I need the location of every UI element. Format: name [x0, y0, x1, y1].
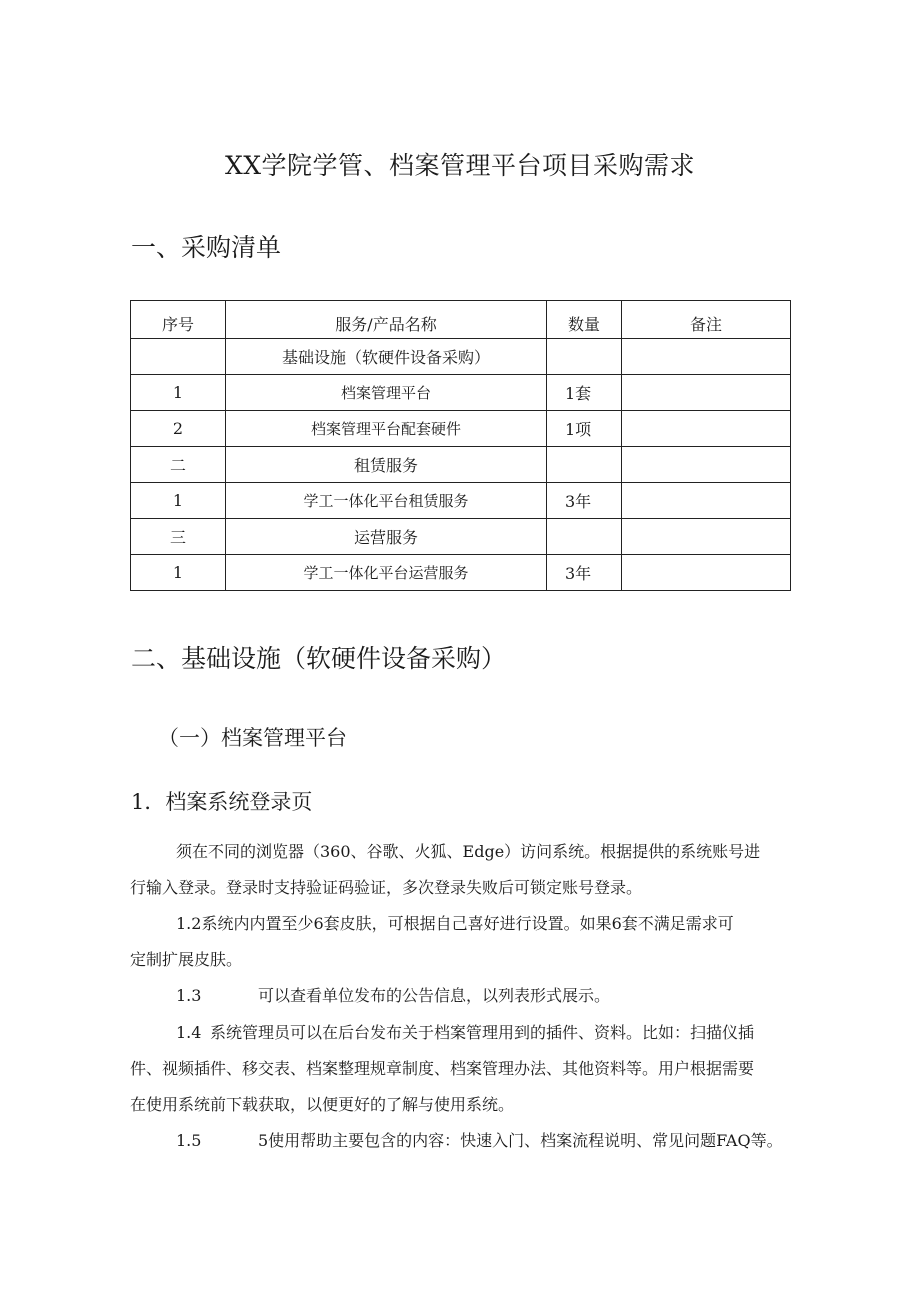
cell-quantity: 3年 [547, 555, 622, 591]
table-row [131, 483, 791, 519]
cell-product-name: 档案管理平台配套硬件 [226, 411, 547, 447]
header-product-name: 服务/产品名称 [226, 301, 547, 339]
cell-quantity [547, 339, 622, 375]
header-quantity: 数量 [547, 301, 622, 339]
subsection-heading-archive-platform: （一）档案管理平台 [158, 726, 347, 750]
cell-serial-no: 2 [131, 411, 226, 447]
cell-remarks [622, 447, 791, 483]
paragraph-line: 1.2系统内内置至少6套皮肤，可根据自己喜好进行设置。如果6套不满足需求可 [176, 914, 734, 933]
cell-remarks [622, 555, 791, 591]
cell-remarks [622, 375, 791, 411]
document-title: XX学院学管、档案管理平台项目采购需求 [224, 151, 696, 180]
paragraph-line [130, 1123, 792, 1159]
header-serial-no: 序号 [131, 301, 226, 339]
cell-quantity [547, 447, 622, 483]
table-row [131, 447, 791, 483]
paragraph-line [130, 978, 792, 1014]
item-heading-login-page: 1．档案系统登录页 [131, 790, 313, 814]
cell-quantity: 3年 [547, 483, 622, 519]
table-row [131, 375, 791, 411]
cell-quantity: 1套 [547, 375, 622, 411]
cell-product-name: 学工一体化平台租赁服务 [226, 483, 547, 519]
paragraph-skins [130, 906, 792, 978]
paragraph-text: 5使用帮助主要包含的内容：快速入门、档案流程说明、常见问题FAQ等。 [258, 1131, 783, 1150]
table-row [131, 519, 791, 555]
cell-remarks [622, 519, 791, 555]
paragraph-announcements [130, 978, 792, 1014]
cell-serial-no [131, 339, 226, 375]
cell-remarks [622, 339, 791, 375]
cell-serial-no: 1 [131, 375, 226, 411]
paragraph-text: 可以查看单位发布的公告信息，以列表形式展示。 [258, 986, 611, 1005]
paragraph-line: 行输入登录。登录时支持验证码验证，多次登录失败后可锁定账号登录。 [130, 878, 643, 897]
procurement-table [130, 300, 791, 591]
cell-remarks [622, 483, 791, 519]
cell-remarks [622, 411, 791, 447]
paragraph-line: 在使用系统前下载获取，以便更好的了解与使用系统。 [130, 1095, 515, 1114]
paragraph-browser-login [130, 834, 792, 906]
cell-quantity: 1项 [547, 411, 622, 447]
table-header-row [131, 301, 791, 339]
paragraph-line: 件、视频插件、移交表、档案整理规章制度、档案管理办法、其他资料等。用户根据需要 [130, 1059, 755, 1078]
paragraph-line [130, 1015, 792, 1051]
paragraph-admin-resources [130, 1015, 792, 1123]
item-number: 1.4 [176, 1023, 202, 1042]
cell-product-name: 档案管理平台 [226, 375, 547, 411]
header-remarks: 备注 [622, 301, 791, 339]
paragraph-help [130, 1123, 792, 1159]
cell-serial-no: 二 [131, 447, 226, 483]
cell-serial-no: 三 [131, 519, 226, 555]
paragraph-line: 定制扩展皮肤。 [130, 950, 243, 969]
table-row [131, 411, 791, 447]
paragraph-text: 系统管理员可以在后台发布关于档案管理用到的插件、资料。比如：扫描仪插 [210, 1023, 755, 1042]
cell-quantity [547, 519, 622, 555]
item-number: 1.5 [176, 1131, 202, 1150]
cell-product-name: 租赁服务 [226, 447, 547, 483]
cell-product-name: 学工一体化平台运营服务 [226, 555, 547, 591]
cell-serial-no: 1 [131, 555, 226, 591]
cell-product-name: 运营服务 [226, 519, 547, 555]
cell-product-name: 基础设施（软硬件设备采购） [226, 339, 547, 375]
section-heading-procurement-list: 一、采购清单 [131, 233, 282, 262]
cell-serial-no: 1 [131, 483, 226, 519]
item-number: 1.3 [176, 986, 202, 1005]
table-row [131, 339, 791, 375]
table-row [131, 555, 791, 591]
paragraph-line: 须在不同的浏览器（360、谷歌、火狐、Edge）访问系统。根据提供的系统账号进 [176, 842, 761, 861]
section-heading-infrastructure: 二、基础设施（软硬件设备采购） [131, 644, 507, 673]
